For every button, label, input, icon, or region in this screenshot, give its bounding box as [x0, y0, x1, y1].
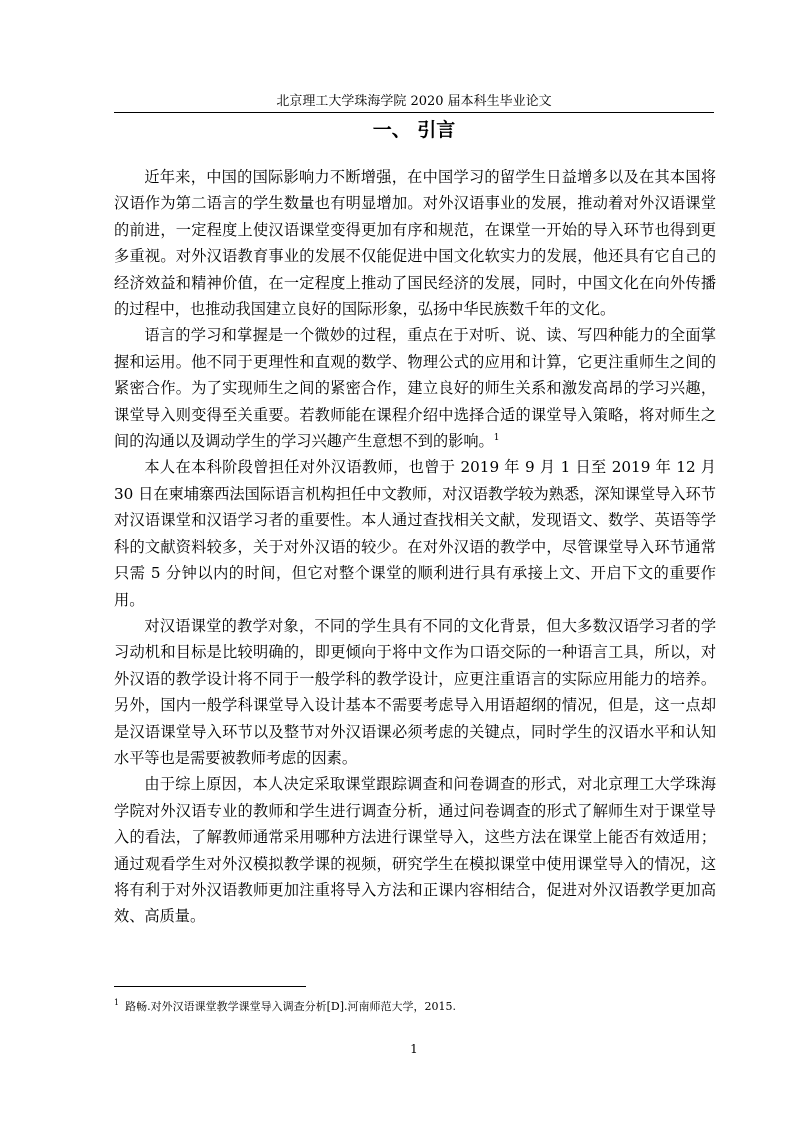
body-text	[114, 164, 716, 930]
paragraph-2	[114, 322, 716, 454]
footnote-divider	[114, 986, 306, 987]
paragraph-4	[114, 613, 716, 771]
paragraph-3	[114, 454, 716, 612]
paragraph-5	[114, 771, 716, 929]
page-number: 1	[410, 1042, 418, 1056]
paragraph-3-text: 本人在本科阶段曾担任对外汉语教师，也曾于 2019 年 9 月 1 日至 2019 年 12 月 30 日在柬埔寨西法国际语言机构担任中文教师，对汉语教学较为熟悉，深知课堂导入环节对汉语课堂和汉语学习者的重要性。本人通过查找相关文献，发现语文、数学、英语等学科的文献资料较多，关于对外汉语的较少。在对外汉语的教学中，尽管课堂导入环节通常只需 5 分钟以内的时间，但它对整个课堂的顺利进行具有承接上文、开启下文的重要作用。	[114, 458, 716, 609]
paragraph-1-text: 近年来，中国的国际影响力不断增强，在中国学习的留学生日益增多以及在其本国将汉语作为第二语言的学生数量也有明显增加。对外汉语事业的发展，推动着对外汉语课堂的前进，一定程度上使汉语课堂变得更加有序和规范，在课堂一开始的导入环节也得到更多重视。对外汉语教育事业的发展不仅能促进中国文化软实力的发展，他还具有它自己的经济效益和精神价值，在一定程度上推动了国民经济的发展，同时，中国文化在向外传播的过程中，也推动我国建立良好的国际形象，弘扬中华民族数千年的文化。	[114, 168, 716, 319]
page-header: 北京理工大学珠海学院 2020 届本科生毕业论文	[114, 92, 714, 113]
footnote-reference[interactable]: 1	[493, 433, 500, 443]
footnote-text: 路畅.对外汉语课堂教学课堂导入调查分析[D].河南师范大学，2015.	[125, 1000, 456, 1013]
section-title: 一、 引言	[372, 119, 456, 141]
footnote-mark: 1	[114, 998, 120, 1008]
paragraph-4-text: 对汉语课堂的教学对象，不同的学生具有不同的文化背景，但大多数汉语学习者的学习动机和目标是比较明确的，即更倾向于将中文作为口语交际的一种语言工具，所以，对外汉语的教学设计将不同于一般学科的教学设计，应更注重语言的实际应用能力的培养。另外，国内一般学科课堂导入设计基本不需要考虑导入用语超纲的情况，但是，这一点却是汉语课堂导入环节以及整节对外汉语课必须考虑的关键点，同时学生的汉语水平和认知水平等也是需要被教师考虑的因素。	[114, 616, 716, 767]
footnote	[114, 998, 714, 1016]
paragraph-1	[114, 164, 716, 322]
paragraph-5-text: 由于综上原因，本人决定采取课堂跟踪调查和问卷调查的形式，对北京理工大学珠海学院对外汉语专业的教师和学生进行调查分析，通过问卷调查的形式了解师生对于课堂导入的看法，了解教师通常采用哪种方法进行课堂导入，这些方法在课堂上能否有效适用；通过观看学生对外汉模拟教学课的视频，研究学生在模拟课堂中使用课堂导入的情况，这将有利于对外汉语教师更加注重将导入方法和正课内容相结合，促进对外汉语教学更加高效、高质量。	[114, 775, 716, 926]
paragraph-2-text: 语言的学习和掌握是一个微妙的过程，重点在于对听、说、读、写四种能力的全面掌握和运用。他不同于更理性和直观的数学、物理公式的应用和计算，它更注重师生之间的紧密合作。为了实现师生之间的紧密合作，建立良好的师生关系和激发高昂的学习兴趣，课堂导入则变得至关重要。若教师能在课程介绍中选择合适的课堂导入策略，将对师生之间的沟通以及调动学生的学习兴趣产生意想不到的影响。	[114, 326, 716, 451]
